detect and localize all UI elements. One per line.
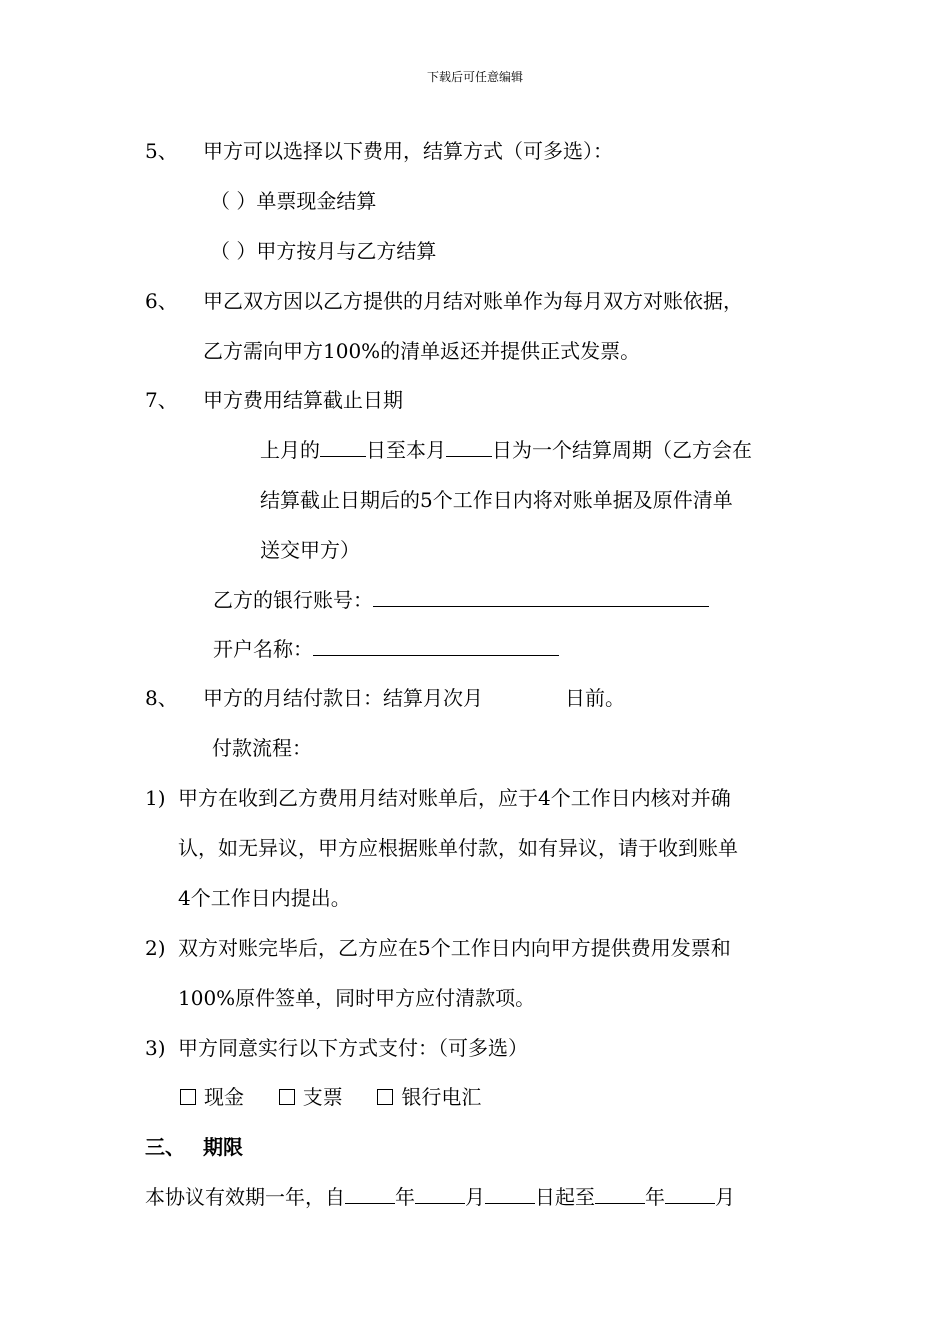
item-6-line-1: 甲乙双方因以乙方提供的月结对账单作为每月双方对账依据，	[203, 289, 743, 313]
item-8-text-b: 日前。	[565, 686, 625, 710]
account-name-blank[interactable]	[313, 635, 559, 656]
item-5-number: 5、	[145, 139, 178, 163]
account-name-line	[213, 634, 559, 664]
step-2-line-2: 100%原件签单，同时甲方应付清款项。	[178, 986, 536, 1010]
term-text-a: 本协议有效期一年，自	[145, 1185, 345, 1209]
item-5-option-2: （ ）甲方按月与乙方结算	[210, 239, 437, 263]
item-6-line-2: 乙方需向甲方100%的清单返还并提供正式发票。	[203, 339, 641, 363]
page-header: 下载后可任意编辑	[426, 70, 523, 84]
payment-options	[180, 1082, 481, 1112]
bank-account-line	[213, 585, 709, 615]
step-2-number: 2)	[145, 936, 166, 960]
settlement-text-c: 日为一个结算周期（乙方会在	[492, 438, 752, 462]
account-name-label: 开户名称：	[213, 637, 313, 661]
item-8-text	[203, 683, 625, 713]
step-1-number: 1)	[145, 786, 166, 810]
term-year-2: 年	[645, 1185, 665, 1209]
item-8-number: 8、	[145, 686, 178, 710]
settlement-text-b: 日至本月	[366, 438, 446, 462]
step-1-line-2: 认，如无异议，甲方应根据账单付款，如有异议，请于收到账单	[178, 836, 738, 860]
settlement-period-line	[260, 435, 752, 465]
start-month-blank[interactable]	[415, 1183, 465, 1204]
item-6-number: 6、	[145, 289, 178, 313]
cash-checkbox[interactable]	[180, 1089, 196, 1105]
item-5-text: 甲方可以选择以下费用，结算方式（可多选）：	[203, 139, 613, 163]
step-1-line-3: 4个工作日内提出。	[178, 886, 351, 910]
step-3-number: 3)	[145, 1036, 166, 1060]
check-label: 支票	[302, 1085, 343, 1109]
term-line	[145, 1182, 735, 1212]
item-7-number: 7、	[145, 388, 178, 412]
item-7-text: 甲方费用结算截止日期	[203, 388, 403, 412]
wire-label: 银行电汇	[401, 1085, 482, 1109]
cash-label: 现金	[204, 1085, 244, 1109]
this-month-day-blank[interactable]	[446, 436, 492, 457]
section-3-number: 三、	[145, 1135, 185, 1159]
step-2-line-1: 双方对账完毕后，乙方应在5个工作日内向甲方提供费用发票和	[178, 936, 731, 960]
start-year-blank[interactable]	[345, 1183, 395, 1204]
settlement-line-2: 结算截止日期后的5个工作日内将对账单据及原件清单	[260, 488, 733, 512]
term-month-1: 月	[465, 1185, 485, 1209]
section-3-title: 期限	[203, 1135, 243, 1159]
item-8-text-a: 甲方的月结付款日：结算月次月	[203, 686, 483, 710]
step-1-line-1: 甲方在收到乙方费用月结对账单后，应于4个工作日内核对并确	[178, 786, 731, 810]
last-month-day-blank[interactable]	[320, 436, 366, 457]
settlement-text-a: 上月的	[260, 438, 320, 462]
step-3-line-1: 甲方同意实行以下方式支付：（可多选）	[178, 1036, 528, 1060]
bank-account-label: 乙方的银行账号：	[213, 588, 373, 612]
bank-account-blank[interactable]	[373, 586, 709, 607]
term-year-1: 年	[395, 1185, 415, 1209]
wire-checkbox[interactable]	[377, 1089, 393, 1105]
term-day-1: 日起至	[535, 1185, 595, 1209]
term-month-2: 月	[715, 1185, 735, 1209]
settlement-line-3: 送交甲方）	[260, 538, 360, 562]
end-year-blank[interactable]	[595, 1183, 645, 1204]
end-month-blank[interactable]	[665, 1183, 715, 1204]
item-5-option-1: （ ）单票现金结算	[210, 189, 377, 213]
payment-flow-label: 付款流程：	[212, 736, 312, 760]
start-day-blank[interactable]	[485, 1183, 535, 1204]
check-checkbox[interactable]	[279, 1089, 295, 1105]
